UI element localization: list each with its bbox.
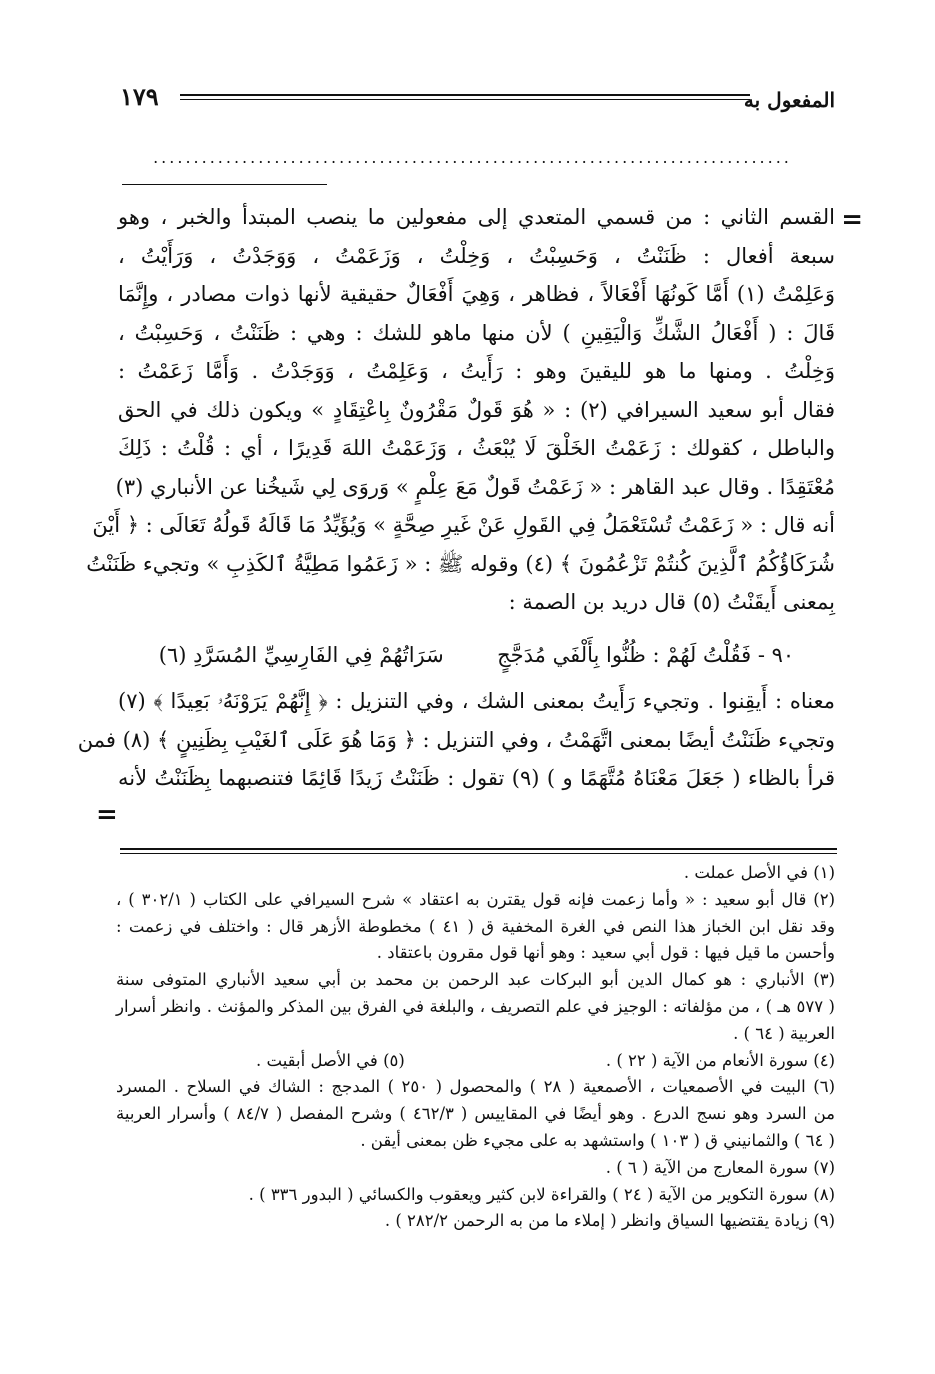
poetry-verse xyxy=(118,636,835,675)
footnote-line: (٧) سورة المعارج من الآية ( ٦ ) . xyxy=(605,1157,835,1177)
footnote-line: وأحسن ما قيل فيها : قول أبي سعيد : وهو أنها قول مقرون باعتقاد . xyxy=(376,943,835,963)
text-line: وَعَلِمْتُ (١) أَمَّا كَونُهَا أَفْعَالاً ، فظاهر ، وَهِيَ أَفْعَالٌ حقيقية لأنها ذوات مصادر ، وإِنَّمَا xyxy=(118,282,835,306)
header-rule xyxy=(180,94,750,100)
text-line: سبعة أفعال : ظَنَنْتُ ، وَحَسِبْتُ ، وَخِلْتُ ، وَزَعَمْتُ ، وَوَجَدْتُ ، وَرَأَيْتُ ، xyxy=(118,243,835,268)
text-line: قرأ بالظاء ( جَعَلَ مَعْنَاهُ مُتَّهَمًا و ) (٩) تقول : ظَنَنْتُ زَيدًا قَائِمًا فتنصبهما بِظَنَنْتُ لأنه xyxy=(118,766,835,790)
text-line: قَالَ : ( أَفْعَالُ الشَّكِّ وَالْيَقِينِ ) لأن منها ماهو للشك : وهي : ظَنَنْتُ ، وَحَسِبْتُ ، xyxy=(118,320,835,345)
footnote-line: وقد نقل ابن الخباز هذا النص في الغرة المخفية ق ( ٤١ ) مخطوطة الأزهر قال : واختلف في زعمت : xyxy=(116,916,835,936)
chapter-title: المفعول به xyxy=(743,88,835,112)
text-line: مُعْتَقِدًا . وقال عبد القاهر : « زَعَمْتُ قَولٌ مَعَ عِلْمٍ » وَروَى لِي شَيخُنا عن الأنباري (٣) xyxy=(115,474,835,499)
page-header xyxy=(120,78,835,118)
footnote-pair xyxy=(116,1048,835,1075)
main-text xyxy=(77,198,835,798)
continuation-mark-bottom: = xyxy=(96,800,118,830)
footnote-line: (٦) البيت في الأصمعيات ، الأصمعية ( ٢٨ ) والمحصول ( ٢٥٠ ) المدجج : الشاك في السلاح . المسرد xyxy=(116,1077,836,1097)
verse-number: ٩٠ - xyxy=(757,642,795,667)
text-line: القسم الثاني : من قسمي المتعدي إلى مفعولين ما ينصب المبتدأ والخبر ، وهو xyxy=(118,205,835,229)
text-line: والباطل ، كقولك : زَعَمْتُ الخَلْقَ لَا يُبْعَثُ ، وَزَعَمْتُ اللهَ قَدِيرًا ، أي : قُلْتُ : ذَلِكَ xyxy=(118,436,835,460)
text-line: وتجيء ظَنَنْتُ أيضًا بمعنى اتَّهَمْتُ ، وفي التنزيل : ﴿ وَمَا هُوَ عَلَى ٱلغَيْبِ بِظَنِينٍ ﴾ (٨) فمن xyxy=(77,727,835,752)
footnote-rule xyxy=(120,848,837,854)
footnote-4: (٤) سورة الأنعام من الآية ( ٢٢ ) . xyxy=(605,1050,835,1070)
verse-first-half: فَقُلْتُ لَهُمْ : ظُنُّوا بِأَلْفَي مُدَجَّجٍ xyxy=(497,642,752,667)
footnote-line: (٢) قال أبو سعيد : « وأما زعمت فإنه قول يقترن به اعتقاد » شرح السيرافي على الكتاب ( ٣٠٢/١ ) ، xyxy=(116,889,835,909)
footnote-line: ( ٦٤ ) والثمانيني ق ( ١٠٣ ) واستشهد به على مجيء ظن بمعنى أيقن . xyxy=(360,1130,835,1150)
verse-second-half: سَرَاتُهُمْ فِي الفَارِسِيِّ المُسَرَّدِ (٦) xyxy=(158,642,444,667)
footnote-5: (٥) في الأصل أبقيت . xyxy=(256,1050,405,1070)
continuation-mark-top: = xyxy=(841,205,863,235)
text-line: بِمعنى أَيقَنْتُ (٥) قال دريد بن الصمة : xyxy=(508,590,835,614)
page-number: ١٧٩ xyxy=(120,82,159,111)
text-line: شُرَكَاؤُكُمُ ٱلَّذِينَ كُنتُمْ تَزْعُمُونَ ﴾ (٤) وقوله ﷺ : « زَعَمُوا مَطِيَّةُ ٱلكَذِبِ » وتجيء ظَنَنْتُ xyxy=(86,551,835,576)
footnote-line: (١) في الأصل عملت . xyxy=(683,863,835,882)
footnote-line: (٩) زيادة يقتضيها السياق وانظر ( إملاء ما من به الرحمن ٢٨٢/٢ ) . xyxy=(384,1211,835,1231)
short-rule xyxy=(122,184,327,185)
footnote-line: ( ٥٧٧ هـ ) ، من مؤلفاته : الوجيز في علم التصريف ، والبلغة في الفرق بين المذكر والمؤنث . وانظر أسرار xyxy=(116,996,835,1016)
text-line: وَخِلْتُ . ومنها ما هو لليقينَ وهو : رَأَيتُ ، وَعَلِمْتُ ، وَوَجَدْتُ . وَأَمَّا زَعَمْتُ : xyxy=(118,359,835,383)
text-line: فقال أبو سعيد السيرافي (٢) : « هُوَ قَولٌ مَقْرُونٌ بِاعْتِقَادٍ » ويكون ذلك في الحق xyxy=(118,397,835,422)
footnote-line: (٨) سورة التكوير من الآية ( ٢٤ ) والقراءة لابن كثير ويعقوب والكسائي ( البدور ٣٣٦ ) . xyxy=(248,1184,835,1204)
text-line: معناه : أَيقِنوا . وتجيء رَأَيتُ بمعنى الشك ، وفي التنزيل : ﴿ إِنَّهُمْ يَرَوْنَهُۥ بَعِيدًا ﴾ (٧) xyxy=(118,689,835,713)
footnote-line: من السرد وهو نسج الدرع . وهو أيضًا في المقاييس ( ٤٦٢/٣ ) وشرح المفصل ( ٨٤/٧ ) وأسرار العربية xyxy=(116,1104,835,1124)
footnote-line: العربية ( ٦٤ ) . xyxy=(733,1023,835,1043)
footnotes xyxy=(116,860,835,1235)
footnote-line: (٣) الأنباري : هو كمال الدين أبو البركات عبد الرحمن بن محمد بن أبي سعيد الأنباري المتوفى سنة xyxy=(116,970,835,990)
text-line: أنه قال : « زَعَمْتُ تُسْتَعْمَلُ فِي القَولِ عَنْ غَيرِ صِحَّةٍ » وَيُؤَيِّدُ مَا قَالَهُ قَولُهُ تَعَالَى : ﴿ أَيْنَ xyxy=(92,513,835,537)
dotted-separator: ............................................................................... xyxy=(153,148,792,167)
